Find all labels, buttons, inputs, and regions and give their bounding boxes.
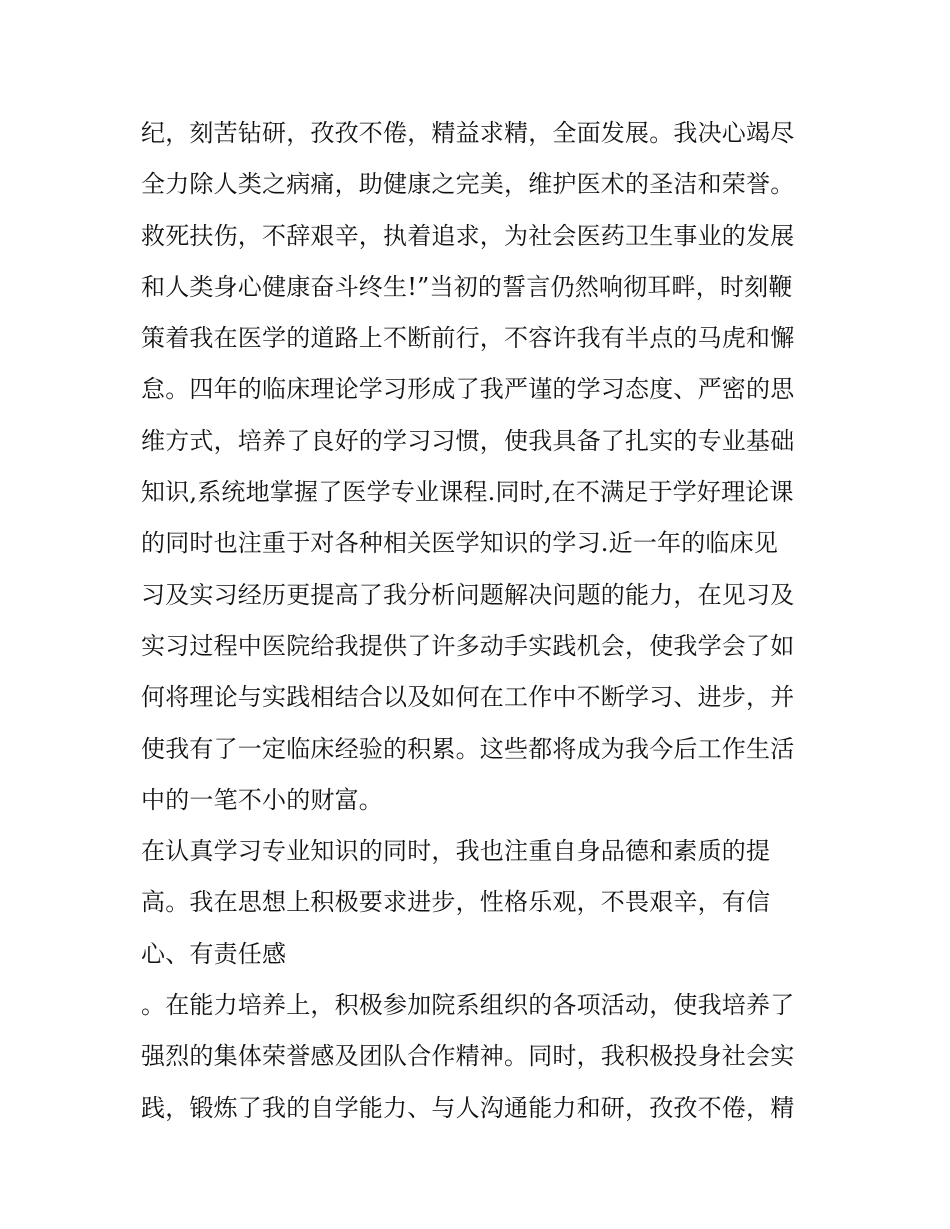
text-line: 的同时也注重于对各种相关医学知识的学习.近一年的临床见 xyxy=(141,529,779,558)
text-line: 。在能力培养上，积极参加院系组织的各项活动，使我培养了 xyxy=(141,991,795,1020)
text-line: 实习过程中医院给我提供了许多动手实践机会，使我学会了如 xyxy=(141,631,795,660)
text-line: 知识,系统地掌握了医学专业课程.同时,在不满足于学好理论课 xyxy=(141,478,794,507)
text-line: 维方式，培养了良好的学习习惯，使我具备了扎实的专业基础 xyxy=(141,426,795,455)
text-line: 心、有责任感 xyxy=(141,939,287,968)
text-line: 强烈的集体荣誉感及团队合作精神。同时，我积极投身社会实 xyxy=(141,1042,795,1071)
text-line: 何将理论与实践相结合以及如何在工作中不断学习、进步，并 xyxy=(141,683,795,712)
text-line: 中的一笔不小的财富。 xyxy=(141,785,383,814)
text-line: 使我有了一定临床经验的积累。这些都将成为我今后工作生活 xyxy=(141,734,795,763)
text-line: 在认真学习专业知识的同时，我也注重自身品德和素质的提 xyxy=(141,837,771,866)
text-line: 全力除人类之病痛，助健康之完美，维护医术的圣洁和荣誉。 xyxy=(141,170,795,199)
text-line: 救死扶伤，不辞艰辛，执着追求，为社会医药卫生事业的发展 xyxy=(141,221,795,250)
text-line: 策着我在医学的道路上不断前行，不容许我有半点的马虎和懈 xyxy=(141,324,795,353)
text-line: 高。我在思想上积极要求进步，性格乐观，不畏艰辛，有信 xyxy=(141,888,771,917)
text-line: 怠。四年的临床理论学习形成了我严谨的学习态度、严密的思 xyxy=(141,375,795,404)
text-line: 纪，刻苦钻研，孜孜不倦，精益求精，全面发展。我决心竭尽 xyxy=(141,119,795,147)
text-line: 和人类身心健康奋斗终生!”当初的誓言仍然响彻耳畔，时刻鞭 xyxy=(141,272,793,301)
text-line: 践，锻炼了我的自学能力、与人沟通能力和研，孜孜不倦，精 xyxy=(141,1093,795,1122)
text-line: 习及实习经历更提高了我分析问题解决问题的能力，在见习及 xyxy=(141,580,795,609)
body-text xyxy=(141,108,821,1134)
